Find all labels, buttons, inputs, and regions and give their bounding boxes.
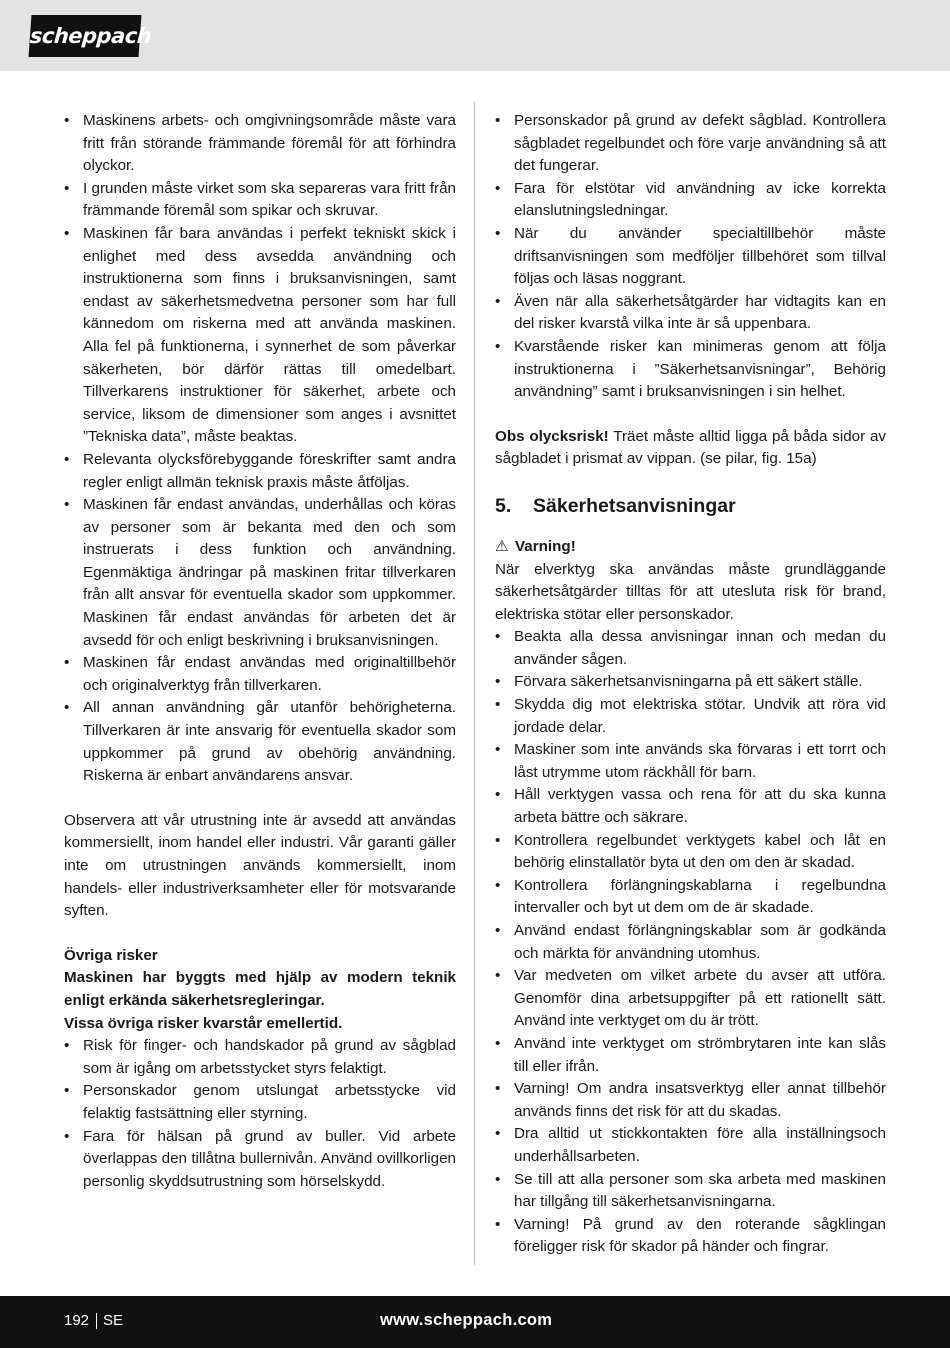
list-item: • Maskiner som inte används ska förvaras i ett torrt och låst utrymme utom räckhåll för barn. <box>495 739 886 784</box>
left-column <box>64 110 456 1193</box>
list-item: • I grunden måste virket som ska separeras vara fritt från främmande föremål som spikar och skruvar. <box>64 178 456 223</box>
warning-triangle-icon: ⚠ <box>495 537 509 555</box>
header-band <box>0 0 950 71</box>
list-item: • Maskinen får endast användas med originaltillbehör och originalverktyg från tillverkaren. <box>64 652 456 697</box>
right-column <box>495 110 886 1259</box>
column-divider <box>474 102 475 1265</box>
list-item: • Maskinens arbets- och omgivningsområde måste vara fritt från störande främmande föremål för att förhindra olyckor. <box>64 110 456 178</box>
list-item: • Fara för hälsan på grund av buller. Vid arbete överlappas den tillåtna bullernivån. Använd ovillkorligen personlig skyddsutrustning som hörselskydd. <box>64 1126 456 1194</box>
list-item: • Var medveten om vilket arbete du avser att utföra. Genomför dina arbetsuppgifter på ett rationellt sätt. Använd inte verktyget om du är trött. <box>495 965 886 1033</box>
list-item: • Risk för finger- och handskador på grund av sågblad som är igång om arbetsstycket styrs felaktigt. <box>64 1035 456 1080</box>
list-item: • Relevanta olycksförebyggande föreskrifter samt andra regler enligt allmän teknisk praxis måste åtföljas. <box>64 449 456 494</box>
warning-paragraph: När elverktyg ska användas måste grundläggande säkerhetsåtgärder tilltas för att utesluta risk för brand, elektriska stötar eller personskador. <box>495 560 886 623</box>
warning-heading <box>495 536 886 559</box>
list-item: • Även när alla säkerhetsåtgärder har vidtagits kan en del risker kvarstå vilka inte är så uppenbara. <box>495 291 886 336</box>
right-bullet-list-2 <box>495 626 886 1259</box>
list-item: • Personskador genom utslungat arbetsstycke vid felaktig fastsättning eller styrning. <box>64 1080 456 1125</box>
accident-risk-paragraph <box>495 426 886 471</box>
accident-risk-label: Obs olycksrisk! <box>495 427 609 445</box>
warning-label: Varning! <box>515 537 576 555</box>
left-bullet-list-2 <box>64 1035 456 1193</box>
risks-intro-bold: Maskinen har byggts med hjälp av modern teknik enligt erkända säkerhetsregleringar. <box>64 969 456 1009</box>
accident-risk-text: Träet måste alltid ligga på båda sidor av sågbladet i prismat av vippan. (se pilar, fig. 15a) <box>495 427 886 468</box>
risks-remain-bold: Vissa övriga risker kvarstår emellertid. <box>64 1014 343 1032</box>
list-item: • Kontrollera förlängningskablarna i regelbundna intervaller och byt ut dem om de är skadade. <box>495 875 886 920</box>
list-item: • Skydda dig mot elektriska stötar. Undvik att röra vid jordade delar. <box>495 694 886 739</box>
list-item: • Kvarstående risker kan minimeras genom att följa instruktionerna i ”Säkerhetsanvisningar”, Behörig användning” samt i bruksanvisningen i sin helhet. <box>495 336 886 404</box>
section-title: Säkerhetsanvisningar <box>533 494 736 517</box>
language-code: SE <box>103 1312 124 1329</box>
section-heading <box>495 493 886 519</box>
right-bullet-list-1 <box>495 110 886 404</box>
brand-logo: scheppach <box>29 15 142 57</box>
left-bullet-list-1 <box>64 110 456 788</box>
risks-heading: Övriga risker <box>64 946 158 964</box>
list-item: • Personskador på grund av defekt sågblad. Kontrollera sågbladet regelbundet och före varje användning så att det fungerar. <box>495 110 886 178</box>
usage-note-paragraph: Observera att vår utrustning inte är avsedd att användas kommersiellt, inom handel eller industri. Vår garanti gäller inte om utrustningen används kommersiellt, inom handels- eller industriverksamheter eller för motsvarande syften. <box>64 811 456 920</box>
list-item: • All annan användning går utanför behörigheterna. Tillverkaren är inte ansvarig för eventuella skador som uppkommer på grund av obehörig användning. Riskerna är enbart användarens ansvar. <box>64 697 456 787</box>
list-item: • Kontrollera regelbundet verktygets kabel och låt en behörig elinstallatör byta ut den om den är skadad. <box>495 830 886 875</box>
list-item: • Förvara säkerhetsanvisningarna på ett säkert ställe. <box>495 671 886 694</box>
list-item: • Fara för elstötar vid användning av icke korrekta elanslutningsledningar. <box>495 178 886 223</box>
website-link[interactable]: www.scheppach.com <box>380 1311 553 1329</box>
list-item: • Se till att alla personer som ska arbeta med maskinen har tillgång till säkerhetsanvisningarna. <box>495 1169 886 1214</box>
footer-band <box>0 1296 950 1348</box>
list-item: • Maskinen får bara användas i perfekt tekniskt skick i enlighet med dess avsedda användning och instruktionerna som finns i bruksanvisningen, samt endast av säkerhetsmedvetna personer som har full kännedom om riskerna med att använda maskinen. Alla fel på funktionerna, i synnerhet de som påverkar säkerheten, bör därför rättas till omedelbart. Tillverkarens instruktioner för säkerhet, arbete och service, liksom de dimensioner som anges i avsnittet ”Tekniska data”, måste beaktas. <box>64 223 456 449</box>
list-item: • Beakta alla dessa anvisningar innan och medan du använder sågen. <box>495 626 886 671</box>
list-item: • Varning! På grund av den roterande sågklingan föreligger risk för skador på händer och fingrar. <box>495 1214 886 1259</box>
list-item: • Dra alltid ut stickkontakten före alla inställningsoch underhållsarbeten. <box>495 1123 886 1168</box>
list-item: • När du använder specialtillbehör måste driftsanvisningen som medföljer tillbehöret som tillval följas och läsas noggrant. <box>495 223 886 291</box>
page-number: 192 <box>64 1312 90 1329</box>
list-item: • Använd inte verktyget om strömbrytaren inte kan slås till eller ifrån. <box>495 1033 886 1078</box>
list-item: • Håll verktygen vassa och rena för att du ska kunna arbeta bättre och säkrare. <box>495 784 886 829</box>
section-number: 5. <box>495 494 512 517</box>
page-separator <box>96 1313 97 1329</box>
list-item: • Maskinen får endast användas, underhållas och köras av personer som är bekanta med den och som instruerats i dess funktion och användning. Egenmäktiga ändringar på maskinen fritar tillverkaren från allt ansvar för eventuella skador som uppkommer. Maskinen får endast användas för arbeten det är avsedd för och enligt beskrivning i bruksanvisningen. <box>64 494 456 652</box>
list-item: • Varning! Om andra insatsverktyg eller annat tillbehör används finns det risk för att du skadas. <box>495 1078 886 1123</box>
list-item: • Använd endast förlängningskablar som är godkända och märkta för användning utomhus. <box>495 920 886 965</box>
